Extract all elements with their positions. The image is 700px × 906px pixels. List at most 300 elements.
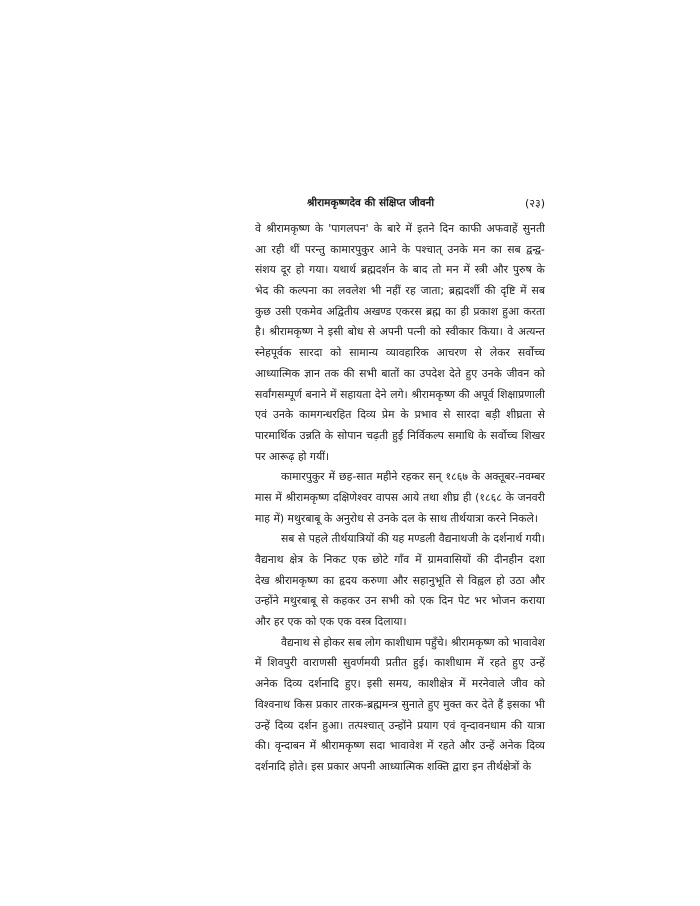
word: की — [484, 284, 496, 298]
word: में — [520, 284, 527, 298]
word: बारे — [387, 222, 401, 235]
word: दर्शनादि — [255, 759, 286, 773]
word: की — [511, 718, 523, 732]
word: इस — [311, 759, 324, 773]
word: और — [392, 573, 408, 587]
word: हुए — [465, 366, 478, 380]
word: व्यावहारिक — [385, 346, 429, 360]
word: बोध — [347, 325, 364, 339]
word: मास — [255, 490, 272, 504]
word: किस — [293, 697, 313, 711]
text-line — [255, 571, 545, 592]
word: कराया — [520, 594, 545, 608]
word: पुरुष — [512, 263, 532, 277]
word: उनके — [272, 408, 294, 422]
word: का — [321, 284, 334, 298]
word: लवलेश — [337, 284, 366, 298]
word: तीर्थयात्रियों — [331, 532, 375, 546]
word: स्त्री — [474, 263, 488, 277]
word: को — [403, 594, 415, 608]
word: हुई। — [413, 656, 429, 670]
word: परन्तु — [304, 242, 325, 256]
paragraph — [255, 529, 545, 632]
word: शक्ति — [426, 759, 450, 773]
word: काशीधाम — [384, 635, 422, 649]
word: से — [321, 594, 329, 608]
text-line — [255, 716, 545, 737]
text-line — [255, 467, 545, 488]
word: रही — [271, 242, 285, 256]
word: श्रीरामकृष्ण — [274, 573, 319, 587]
word: लोग — [364, 635, 382, 649]
word: सुनाते — [401, 697, 424, 711]
word: पश्चात् — [415, 242, 442, 256]
word: की — [458, 387, 470, 401]
word: के — [314, 222, 324, 235]
page-number: (२३) — [524, 197, 545, 210]
word: सहानुभूति — [412, 573, 452, 587]
word: अपूर्व — [473, 387, 494, 401]
word: को — [533, 677, 545, 691]
word: से — [456, 573, 464, 587]
word: हो — [295, 263, 305, 277]
word: यह — [392, 532, 405, 546]
word: से — [367, 325, 376, 339]
word: और — [459, 739, 475, 753]
word: शिखर — [521, 428, 545, 442]
word: लेकर — [489, 346, 510, 360]
word: श्रीरामकृष्ण — [320, 739, 365, 753]
text-line — [255, 240, 545, 261]
word: के — [481, 532, 490, 546]
text-line — [255, 322, 545, 343]
word: के — [373, 222, 382, 235]
text-line — [255, 385, 545, 406]
word: यात्रा — [527, 718, 545, 732]
word: है। — [255, 325, 265, 339]
word: दूर — [280, 263, 291, 277]
word: प्रयाग — [417, 718, 439, 732]
word: में — [415, 553, 422, 566]
word: दशा — [529, 553, 545, 566]
word: साथ — [429, 511, 447, 525]
word: मण्डली — [407, 532, 436, 546]
word: के — [324, 428, 334, 442]
word: को — [305, 615, 317, 629]
word: ही — [462, 490, 472, 504]
word: अनेक — [255, 677, 278, 691]
word: अपनी — [379, 325, 403, 339]
word: श्रीरामकृष्ण — [269, 325, 313, 339]
word: दिन — [439, 222, 455, 235]
word: को — [533, 366, 545, 380]
word: को — [330, 346, 342, 360]
word: हुईं — [392, 428, 404, 442]
word: कहकर — [333, 594, 360, 608]
word: के — [471, 470, 481, 484]
word: में — [405, 222, 413, 235]
word: जाता; — [420, 284, 444, 298]
word: सब — [348, 635, 362, 649]
word: ज्ञान — [304, 366, 320, 380]
word: उन्नति — [299, 428, 321, 442]
word: उन्हें — [255, 718, 270, 732]
word: रहकर — [401, 470, 425, 484]
word: आध्यात्मिक — [378, 759, 424, 773]
word: से — [474, 346, 482, 360]
word: निकले। — [509, 511, 538, 525]
word: प्रकार — [316, 697, 338, 711]
word: में — [330, 387, 337, 401]
word: प्रकार — [327, 759, 349, 773]
word: सुनती — [522, 222, 545, 235]
word: मथुरबाबू — [287, 511, 321, 525]
word: ब्रह्मदर्शी — [448, 284, 480, 298]
word: काफी — [459, 222, 482, 235]
word: ब्रह्मदर्शन — [360, 263, 395, 277]
word: सारदा — [299, 346, 323, 360]
word: से — [443, 408, 451, 422]
word: की। — [255, 739, 271, 753]
word: भी — [370, 284, 382, 298]
word: अनुरोध — [335, 511, 364, 525]
word: इन — [472, 759, 484, 773]
word: देते — [481, 697, 494, 711]
word: की — [343, 366, 355, 380]
word: निकट — [323, 553, 347, 566]
word: से — [312, 635, 321, 649]
word: हर — [273, 615, 285, 629]
word: की — [273, 284, 285, 298]
word: करता — [523, 304, 545, 318]
text-line — [255, 260, 545, 281]
word: दिव्य — [283, 677, 303, 691]
word: श्रीरामकृष्ण — [266, 222, 310, 235]
word: गाँव — [394, 553, 410, 566]
word: कल्पना — [289, 284, 318, 298]
word: भर — [474, 594, 487, 608]
word: दृष्टि — [500, 284, 516, 298]
word: बनाने — [305, 387, 327, 401]
word: पत्नी — [407, 325, 426, 339]
word: मरनेवाले — [471, 677, 505, 691]
word: में — [477, 656, 484, 670]
word: उनके — [447, 242, 468, 256]
word: सन् — [428, 470, 442, 484]
word: यथार्थ — [333, 263, 357, 277]
paragraph — [255, 633, 545, 778]
word: होकर — [323, 635, 345, 649]
word: जीव — [510, 677, 528, 691]
word: कुछ — [255, 304, 271, 318]
word: निर्विकल्प — [407, 428, 444, 442]
word: वृन्दावनधाम — [460, 718, 507, 732]
word: गयीं। — [309, 449, 330, 463]
word: भावावेश — [389, 739, 423, 753]
word: के — [536, 263, 545, 277]
text-line — [255, 405, 545, 426]
word: श्रीरामकृष्ण — [285, 490, 330, 504]
word: शिक्षाप्रणाली — [497, 387, 545, 401]
word: से — [297, 532, 306, 546]
word: इसी — [327, 325, 344, 339]
word: श्रीरामकृष्ण — [411, 387, 455, 401]
word: दल — [401, 511, 415, 525]
word: द्वन्द्व- — [526, 242, 545, 256]
word: सब — [281, 532, 295, 546]
word: का — [403, 366, 415, 380]
word: देख — [255, 573, 270, 587]
word: आ — [255, 242, 267, 256]
word: उसी — [275, 304, 292, 318]
word: उनके — [481, 366, 502, 380]
word: वे — [255, 222, 262, 235]
word: शिवपुरी — [267, 656, 298, 670]
word: दिव्य — [357, 408, 376, 422]
word: में — [309, 739, 317, 753]
word: बड़ी — [485, 408, 501, 422]
word: करुणा — [362, 573, 388, 587]
word: हुए। — [344, 677, 361, 691]
paragraph — [255, 467, 545, 529]
word: का — [490, 242, 502, 256]
word: भोजन — [491, 594, 516, 608]
word: सब — [531, 284, 545, 298]
word: दीनहीन — [494, 553, 524, 566]
word: दिव्य — [274, 718, 294, 732]
word: जनवरी — [517, 490, 545, 504]
word: हुआ — [502, 304, 520, 318]
word: में — [427, 739, 434, 753]
word: सर्वांगसम्पूर्ण — [255, 387, 302, 401]
word: इसका — [506, 697, 531, 711]
word: करने — [487, 511, 507, 525]
word: कामारपुकुर — [330, 242, 374, 256]
word: थीं — [289, 242, 300, 256]
word: द्वारा — [452, 759, 469, 773]
word: सभी — [381, 594, 400, 608]
word: अक्तूबर-नवम्बर — [484, 470, 545, 484]
word: इतने — [417, 222, 435, 235]
text-line — [255, 281, 545, 302]
word: प्रेम — [381, 408, 395, 422]
word: एक — [287, 615, 302, 629]
word: माह — [255, 511, 270, 525]
word: को — [498, 635, 510, 649]
word: बाद — [412, 263, 428, 277]
word: दर्शनार्थ — [493, 532, 523, 546]
word: हो — [297, 449, 307, 463]
word: वैद्यनाथ — [281, 635, 310, 649]
word: दर्शनादि — [308, 677, 339, 691]
text-line — [255, 343, 545, 364]
word: में — [328, 470, 336, 484]
word: के — [399, 263, 408, 277]
word: तो — [432, 263, 442, 277]
word: भी — [534, 697, 545, 711]
word: चढ़ती — [366, 428, 389, 442]
word: और — [529, 573, 545, 587]
word: प्रतीत — [385, 656, 407, 670]
word: पर — [255, 449, 266, 463]
word: अनेक — [499, 739, 522, 753]
word: तत्पश्चात् — [348, 718, 384, 732]
word: समय, — [388, 677, 412, 691]
word: वृन्दाबन — [274, 739, 305, 753]
word: कर — [465, 697, 478, 711]
word: के — [323, 511, 333, 525]
word: आरूढ़ — [269, 449, 295, 463]
word: किया। — [478, 325, 503, 339]
text-line — [255, 612, 545, 633]
word: क्षेत्र — [289, 553, 304, 566]
word: पेट — [458, 594, 470, 608]
word: के — [478, 428, 487, 442]
word: का — [445, 304, 457, 318]
word: छह-सात — [339, 470, 373, 484]
word: के — [401, 242, 411, 256]
word: बातों — [381, 366, 400, 380]
word: हृदय — [339, 573, 358, 587]
word: एवं — [255, 408, 267, 422]
word: अफवाहें — [486, 222, 518, 235]
word: जीवन — [506, 366, 530, 380]
word: हुआ। — [322, 718, 344, 732]
word: एक — [352, 553, 367, 566]
word: मन — [446, 263, 459, 277]
word: को — [430, 325, 442, 339]
word: में — [459, 677, 466, 691]
word: वाराणसी — [303, 656, 337, 670]
text-line — [255, 695, 545, 716]
word: एवं — [443, 718, 456, 732]
word: हुए — [512, 656, 524, 670]
word: स्नेहपूर्वक — [255, 346, 292, 360]
word: आध्यात्मिक — [255, 366, 300, 380]
word: सदा — [369, 739, 386, 753]
word: श्रीरामकृष्ण — [450, 635, 495, 649]
word: के — [522, 759, 531, 773]
word: गया। — [309, 263, 329, 277]
word: मथुरबाबू — [283, 594, 317, 608]
word: भावावेश — [512, 635, 545, 649]
word: शीघ्रता — [506, 408, 532, 422]
word: सारदा — [456, 408, 480, 422]
word: और — [492, 263, 509, 277]
word: वापस — [375, 490, 399, 504]
word: हैं — [497, 697, 504, 711]
word: आचरण — [436, 346, 467, 360]
text-line — [255, 509, 545, 530]
word: एक — [319, 615, 334, 629]
word: अत्यन्त — [517, 325, 545, 339]
word: उपदेश — [419, 366, 445, 380]
word: महीने — [376, 470, 398, 484]
word: का — [323, 573, 335, 587]
word: और — [255, 615, 271, 629]
word: विह्वल — [468, 573, 492, 587]
text-line — [255, 591, 545, 612]
word: विश्वनाथ — [255, 697, 291, 711]
word: के — [400, 408, 409, 422]
word: सुवर्णमयी — [343, 656, 380, 670]
text-line — [255, 757, 545, 778]
word: आने — [379, 242, 397, 256]
word: उन्हें — [479, 739, 495, 753]
word: वे — [507, 325, 514, 339]
word: ही — [460, 304, 470, 318]
paragraph — [255, 219, 545, 467]
text-line — [255, 219, 545, 240]
word: (१८६८ — [475, 490, 502, 504]
word: से — [367, 511, 375, 525]
word: मन — [472, 242, 486, 256]
word: काशीधाम — [434, 656, 472, 670]
word: वैद्यनाथजी — [438, 532, 479, 546]
word: 'पागलपन' — [328, 222, 369, 235]
word: एकमेव — [295, 304, 323, 318]
text-line — [255, 736, 545, 757]
word: दर्शन — [298, 718, 318, 732]
text-line — [255, 653, 545, 674]
text-line — [255, 488, 545, 509]
word: सहायता — [340, 387, 372, 401]
word: ब्रह्म — [425, 304, 441, 318]
word: आये — [401, 490, 420, 504]
word: १८६७ — [445, 470, 468, 484]
word: एक — [337, 615, 352, 629]
word: उन — [364, 594, 377, 608]
word: रहते — [438, 739, 455, 753]
word: कामगन्धरहित — [299, 408, 352, 422]
word: ने — [317, 325, 324, 339]
word: भेद — [255, 284, 269, 298]
word: हो — [496, 573, 505, 587]
text-line — [255, 674, 545, 695]
word: संशय — [255, 263, 276, 277]
word: अपनी — [352, 759, 376, 773]
word: हुए — [427, 697, 440, 711]
text-line — [255, 302, 545, 323]
word: वैद्यनाथ — [255, 553, 284, 566]
word: उन्हें — [530, 656, 545, 670]
word: ग्रामवासियों — [427, 553, 471, 566]
running-head — [255, 196, 545, 214]
text-line — [255, 550, 545, 571]
word: देने — [374, 387, 387, 401]
word: दिन — [438, 594, 454, 608]
word: के — [418, 511, 427, 525]
word: तक — [324, 366, 339, 380]
word: प्रकाश — [473, 304, 498, 318]
word: में) — [273, 511, 285, 525]
word: उनके — [377, 511, 399, 525]
word: अद्वितीय — [326, 304, 360, 318]
word: दिव्य — [526, 739, 545, 753]
word: तीर्थयात्रा — [450, 511, 484, 525]
word: कामारपुकुर — [281, 470, 325, 484]
word: सामान्य — [349, 346, 378, 360]
word: पारमार्थिक — [255, 428, 296, 442]
word: रह — [405, 284, 416, 298]
text-line — [255, 364, 545, 385]
word: में — [463, 263, 470, 277]
word: में — [255, 656, 262, 670]
word: सभी — [359, 366, 377, 380]
running-title: श्रीरामकृष्णदेव की संक्षिप्त जीवनी — [307, 197, 435, 209]
word: के — [505, 490, 514, 504]
word: दक्षिणेश्वर — [333, 490, 373, 504]
